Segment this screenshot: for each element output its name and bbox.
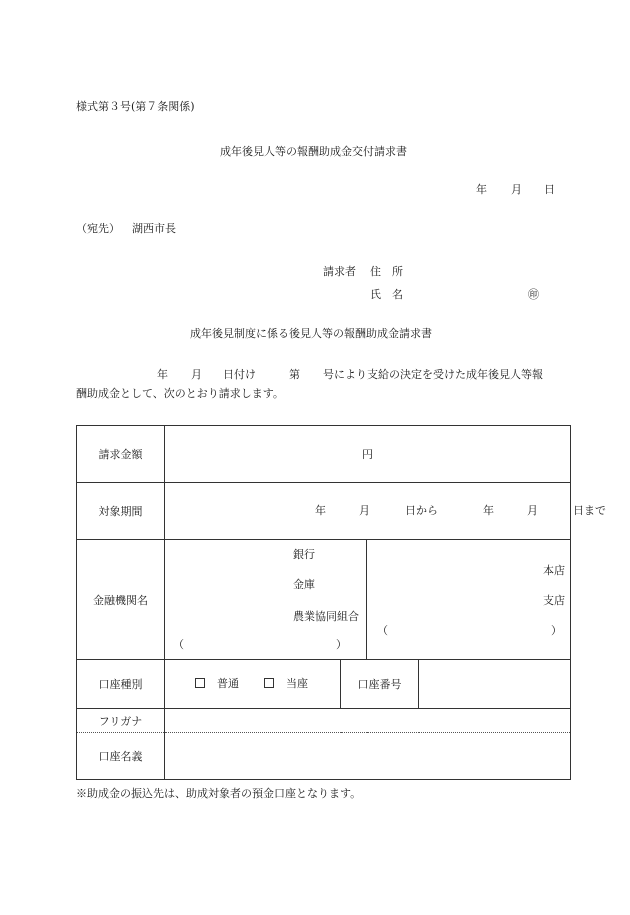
seal-mark: ㊞ bbox=[528, 288, 539, 301]
bank-type-ginko: 銀行 bbox=[293, 548, 315, 561]
requester-label: 請求者 bbox=[323, 265, 356, 278]
period-year-1: 年 bbox=[315, 504, 326, 517]
address-label: 住 所 bbox=[370, 265, 403, 278]
furigana-label: フリガナ bbox=[77, 709, 165, 733]
body-year: 年 bbox=[157, 368, 168, 381]
name-label: 氏 名 bbox=[370, 288, 403, 301]
subtitle: 成年後見制度に係る後見人等の報酬助成金請求書 bbox=[190, 327, 432, 340]
period-year-2: 年 bbox=[483, 504, 494, 517]
account-number-field[interactable] bbox=[419, 660, 571, 709]
branch-type-shiten: 支店 bbox=[543, 594, 565, 607]
bank-type-kinko: 金庫 bbox=[293, 578, 315, 591]
bank-paren-open: （ bbox=[173, 638, 184, 651]
bank-label: 金融機関名 bbox=[77, 540, 165, 660]
account-option-toza[interactable] bbox=[264, 677, 308, 691]
body-month: 月 bbox=[191, 368, 202, 381]
period-day-from: 日から bbox=[405, 504, 438, 517]
branch-type-honten: 本店 bbox=[543, 564, 565, 577]
date-year-label: 年 bbox=[476, 183, 487, 196]
checkbox-toza[interactable] bbox=[264, 678, 274, 688]
addressee-name: 湖西市長 bbox=[132, 222, 176, 235]
body-line1-rest: 号により支給の決定を受けた成年後見人等報 bbox=[323, 368, 543, 381]
date-day-label: 日 bbox=[544, 183, 555, 196]
furigana-field[interactable] bbox=[165, 709, 571, 733]
account-type-options bbox=[165, 660, 341, 709]
bank-name-field[interactable] bbox=[165, 540, 367, 660]
footnote: ※助成金の振込先は、助成対象者の預金口座となります。 bbox=[76, 787, 362, 800]
period-day-to: 日まで bbox=[573, 504, 606, 517]
account-option-futsu-label: 普通 bbox=[217, 677, 239, 690]
amount-label: 請求金額 bbox=[77, 426, 165, 483]
branch-name-field[interactable] bbox=[367, 540, 571, 660]
checkbox-futsu[interactable] bbox=[195, 678, 205, 688]
period-field[interactable] bbox=[165, 483, 606, 540]
account-name-field[interactable] bbox=[165, 733, 571, 780]
account-name-label: 口座名義 bbox=[77, 733, 165, 780]
account-option-toza-label: 当座 bbox=[286, 677, 308, 690]
form-number: 様式第３号(第７条関係) bbox=[76, 100, 195, 113]
branch-paren-open: （ bbox=[377, 624, 388, 637]
amount-unit: 円 bbox=[362, 448, 373, 461]
account-type-label: 口座種別 bbox=[77, 660, 165, 709]
body-line2: 酬助成金として、次のとおり請求します。 bbox=[76, 387, 284, 400]
document-title: 成年後見人等の報酬助成金交付請求書 bbox=[220, 145, 407, 158]
bank-type-nokyo: 農業協同組合 bbox=[293, 610, 359, 623]
body-no: 第 bbox=[289, 368, 300, 381]
account-option-futsu[interactable] bbox=[195, 677, 239, 691]
amount-field[interactable] bbox=[165, 426, 571, 483]
application-table bbox=[76, 425, 606, 780]
period-label: 対象期間 bbox=[77, 483, 165, 540]
period-month-1: 月 bbox=[359, 504, 370, 517]
account-number-label: 口座番号 bbox=[341, 660, 419, 709]
date-month-label: 月 bbox=[511, 183, 522, 196]
body-day: 日付け bbox=[223, 368, 256, 381]
bank-paren-close: ） bbox=[336, 638, 347, 651]
branch-paren-close: ） bbox=[551, 624, 562, 637]
addressee-prefix: （宛先） bbox=[76, 222, 120, 235]
period-month-2: 月 bbox=[527, 504, 538, 517]
